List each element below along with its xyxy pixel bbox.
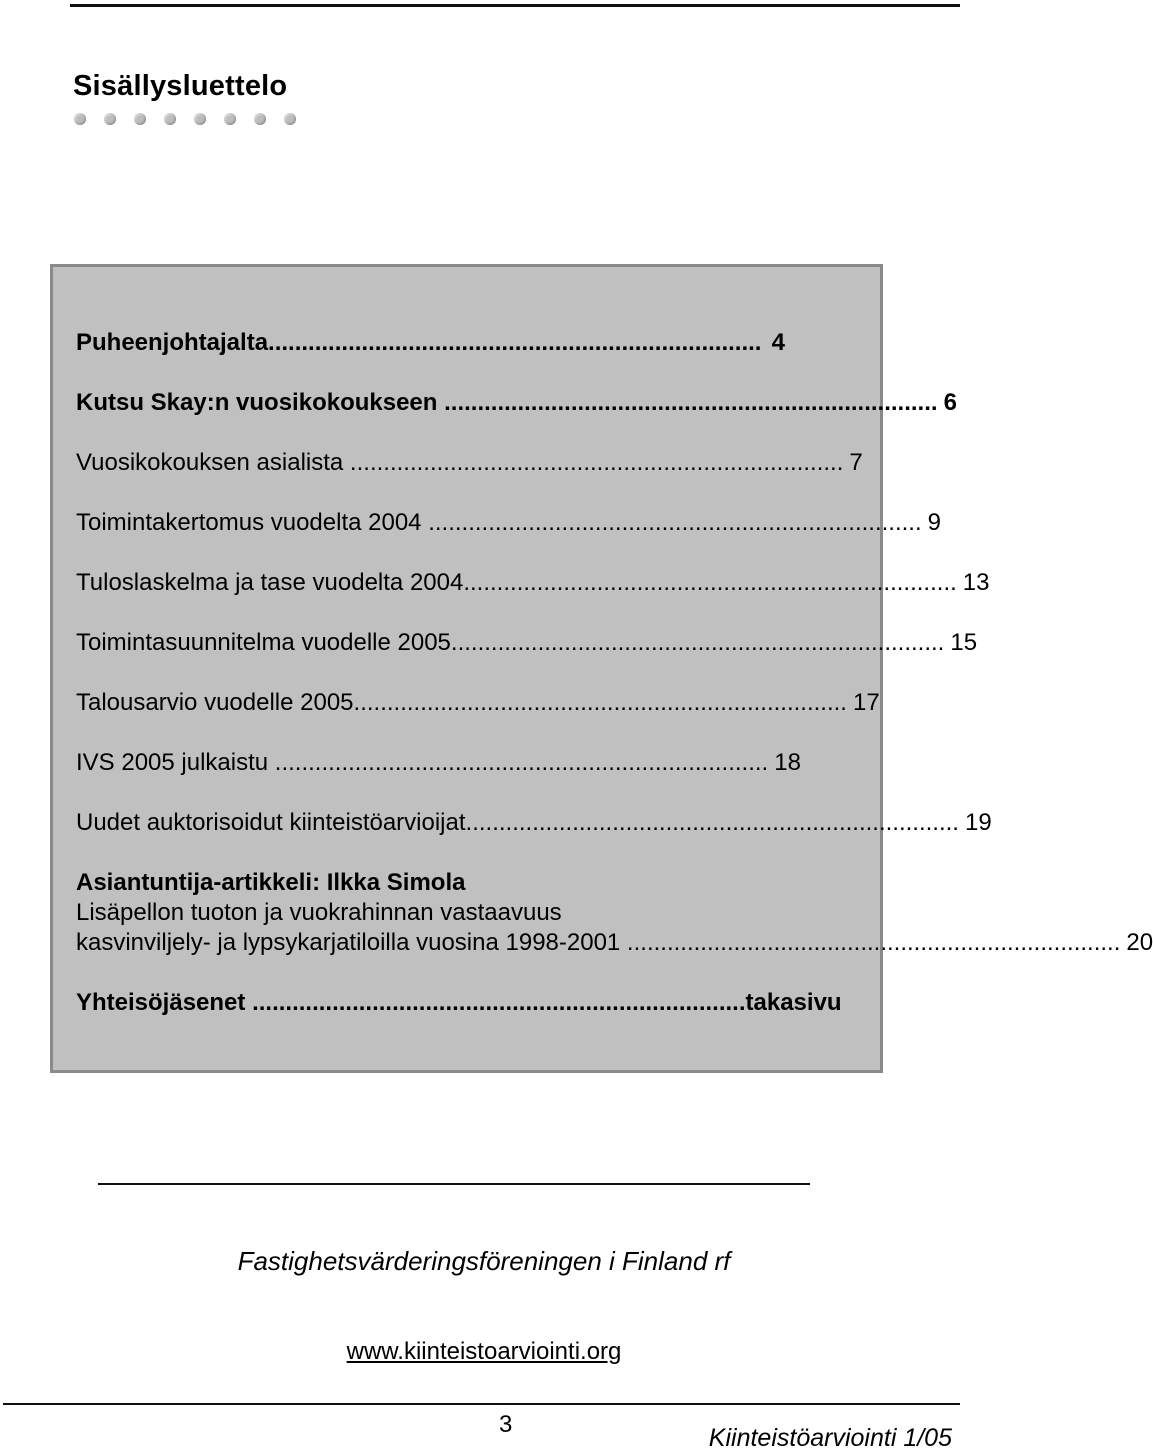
toc-leader: .......................................................................... xyxy=(268,329,762,356)
toc-entry-tuloslaskelma[interactable] xyxy=(76,568,990,598)
dot-icon xyxy=(284,113,296,125)
toc-leader: .......................................................................... xyxy=(353,689,847,716)
toc-leader: .......................................................................... xyxy=(437,389,938,416)
toc-page: takasivu xyxy=(745,989,842,1016)
page-title: Sisällysluettelo xyxy=(73,70,288,102)
toc-label: Vuosikokouksen asialista xyxy=(76,449,344,476)
toc-page: 4 xyxy=(771,329,785,356)
toc-page: 6 xyxy=(943,389,957,416)
toc-entry-yhteisojasenet[interactable] xyxy=(76,988,842,1018)
toc-label: Talousarvio vuodelle 2005 xyxy=(76,689,354,716)
dot-icon xyxy=(74,113,86,125)
page-footer-rule xyxy=(3,1403,960,1405)
toc-page: 15 xyxy=(950,629,978,656)
dot-icon xyxy=(134,113,146,125)
toc-entry-auktorisoidut[interactable] xyxy=(76,808,992,838)
toc-box xyxy=(50,264,1153,1073)
toc-label: Toimintakertomus vuodelta 2004 xyxy=(76,509,422,536)
toc-page: 19 xyxy=(964,809,992,836)
website-link[interactable]: www.kiinteistoarviointi.org xyxy=(346,1338,622,1365)
organization-name: Fastighetsvärderingsföreningen i Finland rf xyxy=(237,1246,731,1276)
toc-page: 13 xyxy=(962,569,990,596)
toc-leader: .......................................................................... xyxy=(245,989,746,1016)
toc-label: Tuloslaskelma ja tase vuodelta 2004 xyxy=(76,569,464,596)
page-number: 3 xyxy=(499,1411,513,1438)
toc-leader: .......................................................................... xyxy=(463,569,957,596)
toc-leader: .......................................................................... xyxy=(465,809,959,836)
toc-entry-puheenjohtajalta[interactable] xyxy=(76,328,785,358)
toc-label: Yhteisöjäsenet xyxy=(76,989,246,1016)
toc-label: Asiantuntija-artikkeli: Ilkka Simola xyxy=(76,869,466,896)
decorative-dots xyxy=(74,113,296,125)
publication-title: Kiinteistöarviointi 1/05 xyxy=(708,1424,952,1452)
toc-leader: .......................................................................... xyxy=(268,749,769,776)
footer-rule xyxy=(98,1183,810,1185)
toc-entry-talousarvio[interactable] xyxy=(76,688,880,718)
toc-leader: .......................................................................... xyxy=(343,449,844,476)
toc-label: IVS 2005 julkaistu xyxy=(76,749,269,776)
toc-page: 7 xyxy=(849,449,863,476)
toc-entry-toimintasuunnitelma[interactable] xyxy=(76,628,978,658)
dot-icon xyxy=(224,113,236,125)
toc-page: 17 xyxy=(852,689,880,716)
toc-entry-asiantuntija[interactable] xyxy=(76,868,1153,958)
top-rule xyxy=(70,4,960,7)
toc-entry-ivs[interactable] xyxy=(76,748,801,778)
toc-entry-kutsu[interactable] xyxy=(76,388,957,418)
toc-label: Uudet auktorisoidut kiinteistöarvioijat xyxy=(76,809,466,836)
toc-page: 20 xyxy=(1126,929,1153,956)
toc-entry-toimintakertomus[interactable] xyxy=(76,508,941,538)
toc-leader: .......................................................................... xyxy=(620,929,1121,956)
dot-icon xyxy=(254,113,266,125)
toc-subtitle: kasvinviljely- ja lypsykarjatiloilla vuosina 1998-2001 xyxy=(76,929,621,956)
toc-subtitle: Lisäpellon tuoton ja vuokrahinnan vastaavuus xyxy=(76,899,562,926)
toc-label: Toimintasuunnitelma vuodelle 2005 xyxy=(76,629,451,656)
toc-page: 9 xyxy=(927,509,941,536)
toc-page: 18 xyxy=(774,749,801,776)
toc-leader: .......................................................................... xyxy=(421,509,922,536)
toc-label: Puheenjohtajalta xyxy=(76,329,269,356)
dot-icon xyxy=(164,113,176,125)
toc-entry-asialista[interactable] xyxy=(76,448,863,478)
dot-icon xyxy=(194,113,206,125)
toc-label: Kutsu Skay:n vuosikokoukseen xyxy=(76,389,438,416)
toc-leader: .......................................................................... xyxy=(450,629,945,656)
dot-icon xyxy=(104,113,116,125)
